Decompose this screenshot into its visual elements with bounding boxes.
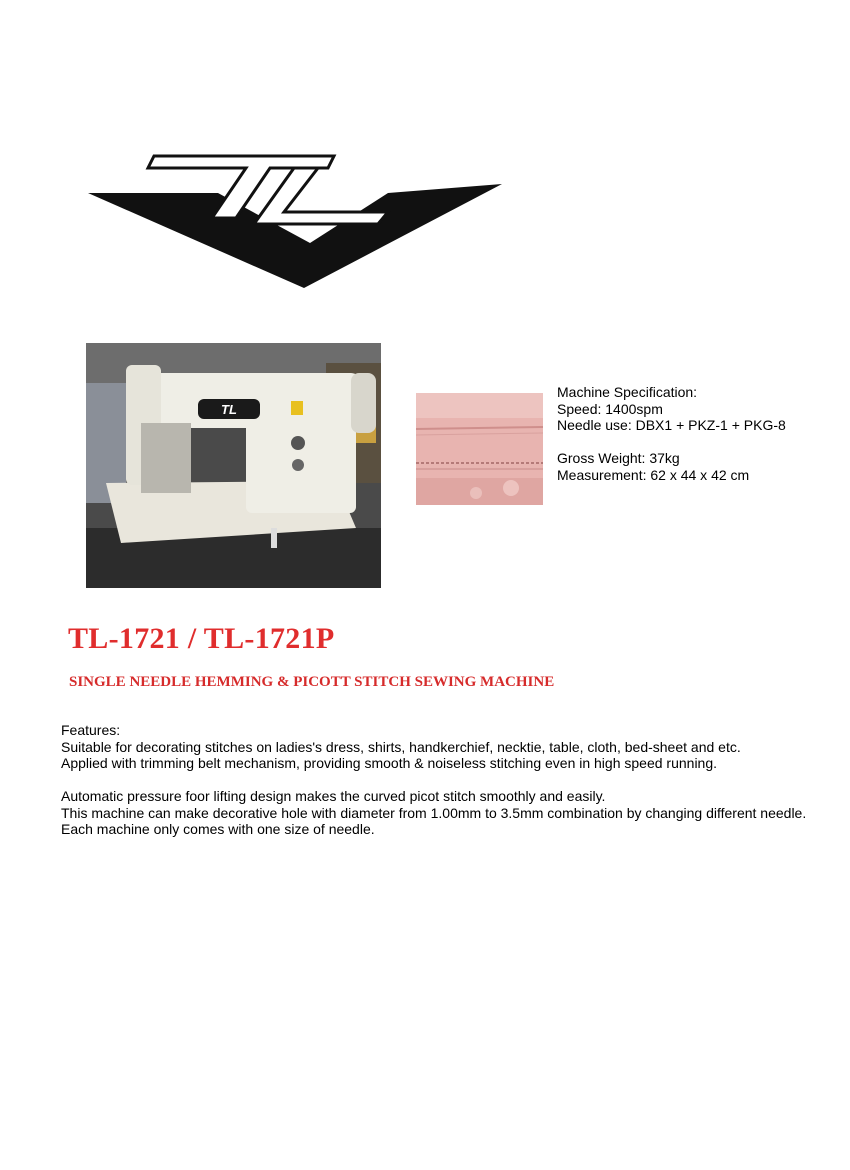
feature-line: Suitable for decorating stitches on ladies's dress, shirts, handkerchief, necktie, table, cloth, bed-sheet and etc. bbox=[61, 738, 741, 755]
spec-needle: Needle use: DBX1 + PKZ-1 + PKG-8 bbox=[557, 417, 786, 433]
model-title: TL-1721 / TL-1721P bbox=[68, 622, 335, 655]
features-heading: Features: bbox=[61, 722, 121, 738]
feature-line: Applied with trimming belt mechanism, providing smooth & noiseless stitching even in high speed running. bbox=[61, 755, 718, 771]
sewing-machine-photo bbox=[86, 343, 381, 588]
spec-speed: Speed: 1400spm bbox=[557, 400, 663, 417]
machine-specification bbox=[557, 384, 786, 483]
svg-text:TL: TL bbox=[221, 402, 237, 417]
spec-heading: Machine Specification: bbox=[557, 384, 698, 400]
feature-line: Automatic pressure foor lifting design makes the curved picot stitch smoothly and easily. bbox=[61, 788, 606, 804]
spec-measurement: Measurement: 62 x 44 x 42 cm bbox=[557, 466, 750, 483]
tl-logo bbox=[88, 148, 502, 288]
machine-subtitle: SINGLE NEEDLE HEMMING & PICOTT STITCH SEWING MACHINE bbox=[69, 674, 555, 690]
spec-gross-weight: Gross Weight: 37kg bbox=[557, 450, 680, 466]
feature-line: This machine can make decorative hole with diameter from 1.00mm to 3.5mm combination by changing different needle. bbox=[61, 804, 807, 821]
fabric-sample-photo bbox=[416, 393, 543, 505]
feature-line: Each machine only comes with one size of needle. bbox=[61, 821, 375, 837]
features-section bbox=[61, 722, 841, 838]
